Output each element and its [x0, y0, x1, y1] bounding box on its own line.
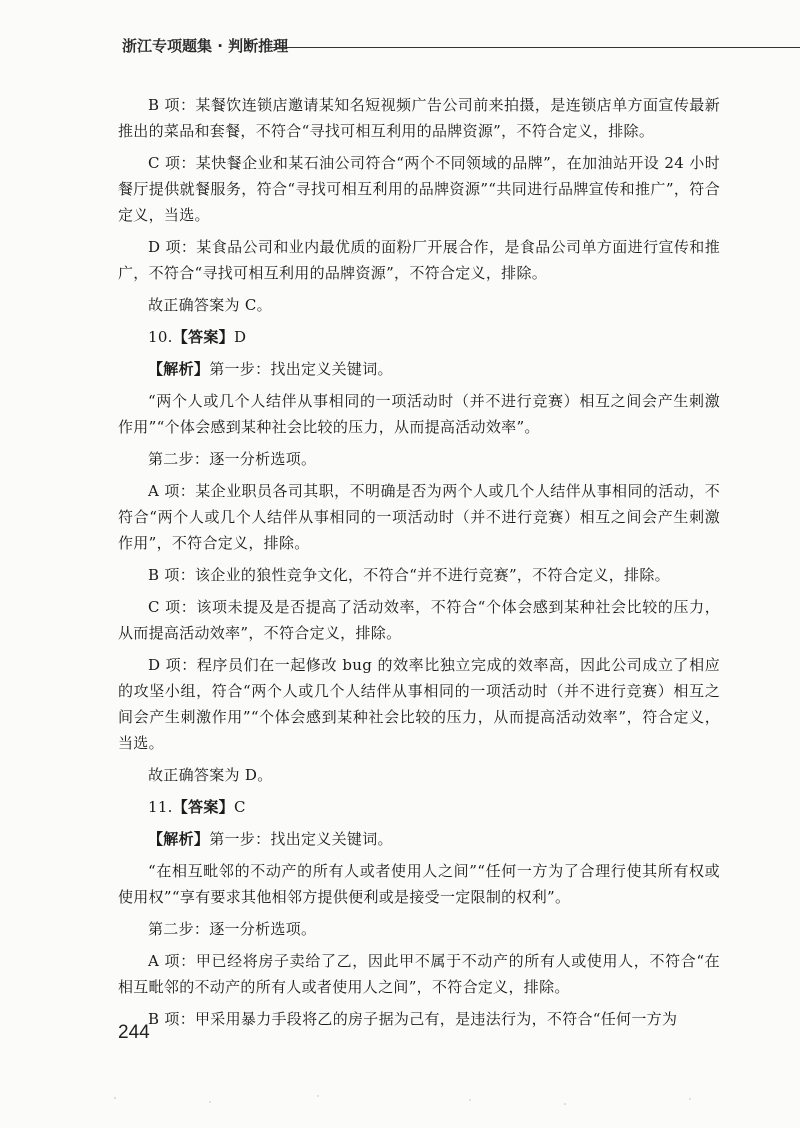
paragraph-text: B 项：某餐饮连锁店邀请某知名短视频广告公司前来拍摄，是连锁店单方面宣传最新推出的菜品和套餐，不符合“寻找可相互利用的品牌资源”，不符合定义，排除。 — [118, 96, 720, 140]
scan-artifacts — [0, 1080, 800, 1120]
paragraph-text: D 项：程序员们在一起修改 bug 的效率比独立完成的效率高，因此公司成立了相应的攻坚小组，符合“两个人或几个人结伴从事相同的一项活动时（并不进行竞赛）相互之间会产生刺激作用”“个体会感到某种社会比较的压力，从而提高活动效率”，符合定义，当选。 — [118, 656, 720, 752]
paragraph-text: “在相互毗邻的不动产的所有人或者使用人之间”“任何一方为了合理行使其所有权或使用权”“享有要求其他相邻方提供便利或是接受一定限制的权利”。 — [118, 862, 720, 906]
paragraph-text: B 项：该企业的狼性竞争文化，不符合“并不进行竞赛”，不符合定义，排除。 — [148, 566, 670, 584]
paragraph — [118, 446, 720, 472]
paragraph — [118, 594, 720, 646]
paragraph — [118, 478, 720, 556]
paragraph-text: C 项：该项未提及是否提高了活动效率，不符合“个体会感到某种社会比较的压力，从而提高活动效率”，不符合定义，排除。 — [118, 598, 720, 642]
paragraph — [118, 150, 720, 228]
paragraph-text: B 项：甲采用暴力手段将乙的房子据为己有，是违法行为，不符合“任何一方为 — [148, 1010, 678, 1028]
paragraph-text: 第一步：找出定义关键词。 — [209, 360, 393, 378]
header-rule — [272, 47, 800, 48]
paragraph — [118, 388, 720, 440]
paragraph — [118, 356, 720, 382]
paragraph-text: 第二步：逐一分析选项。 — [148, 450, 317, 468]
running-header — [122, 27, 722, 57]
question-number: 11. — [148, 798, 173, 816]
question-number: 10. — [148, 328, 173, 346]
section-label: 【答案】 — [172, 798, 234, 816]
section-label: 【解析】 — [148, 830, 210, 848]
paragraph-text: “两个人或几个人结伴从事相同的一项活动时（并不进行竞赛）相互之间会产生刺激作用”“个体会感到某种社会比较的压力，从而提高活动效率”。 — [118, 392, 720, 436]
section-label: 【解析】 — [148, 360, 210, 378]
paragraph-text: 故正确答案为 D。 — [148, 766, 273, 784]
paragraph — [118, 92, 720, 144]
paragraph-text: 第一步：找出定义关键词。 — [209, 830, 393, 848]
paragraph — [118, 858, 720, 910]
paragraph-text: 故正确答案为 C。 — [148, 296, 272, 314]
paragraph-text: 第二步：逐一分析选项。 — [148, 920, 317, 938]
paragraph-text: C 项：某快餐企业和某石油公司符合“两个不同领域的品牌”，在加油站开设 24 小时餐厅提供就餐服务，符合“寻找可相互利用的品牌资源”“共同进行品牌宣传和推广”，符合定义，当选。 — [118, 154, 720, 224]
paragraph — [118, 762, 720, 788]
paragraph — [118, 794, 720, 820]
paragraph — [118, 948, 720, 1000]
paragraph — [118, 826, 720, 852]
paragraph — [118, 292, 720, 318]
paragraph-text: A 项：甲已经将房子卖给了乙，因此甲不属于不动产的所有人或使用人，不符合“在相互毗邻的不动产的所有人或者使用人之间”，不符合定义，排除。 — [118, 952, 720, 996]
header-title: 浙江专项题集 · 判断推理 — [122, 37, 289, 55]
paragraph-text: D — [233, 328, 247, 346]
paragraph — [118, 324, 720, 350]
page-number: 244 — [118, 1022, 150, 1043]
paragraph — [118, 916, 720, 942]
paragraph — [118, 562, 720, 588]
paragraph — [118, 652, 720, 756]
paragraph-text: D 项：某食品公司和业内最优质的面粉厂开展合作，是食品公司单方面进行宣传和推广，不符合“寻找可相互利用的品牌资源”，不符合定义，排除。 — [118, 238, 720, 282]
paragraph-text: A 项：某企业职员各司其职，不明确是否为两个人或几个人结伴从事相同的活动，不符合“两个人或几个人结伴从事相同的一项活动时（并不进行竞赛）相互之间会产生刺激作用”，不符合定义，排除。 — [118, 482, 720, 552]
paragraph — [118, 234, 720, 286]
paragraph — [118, 1006, 720, 1032]
paragraph-text: C — [233, 798, 246, 816]
page-body — [118, 92, 720, 1038]
section-label: 【答案】 — [172, 328, 234, 346]
